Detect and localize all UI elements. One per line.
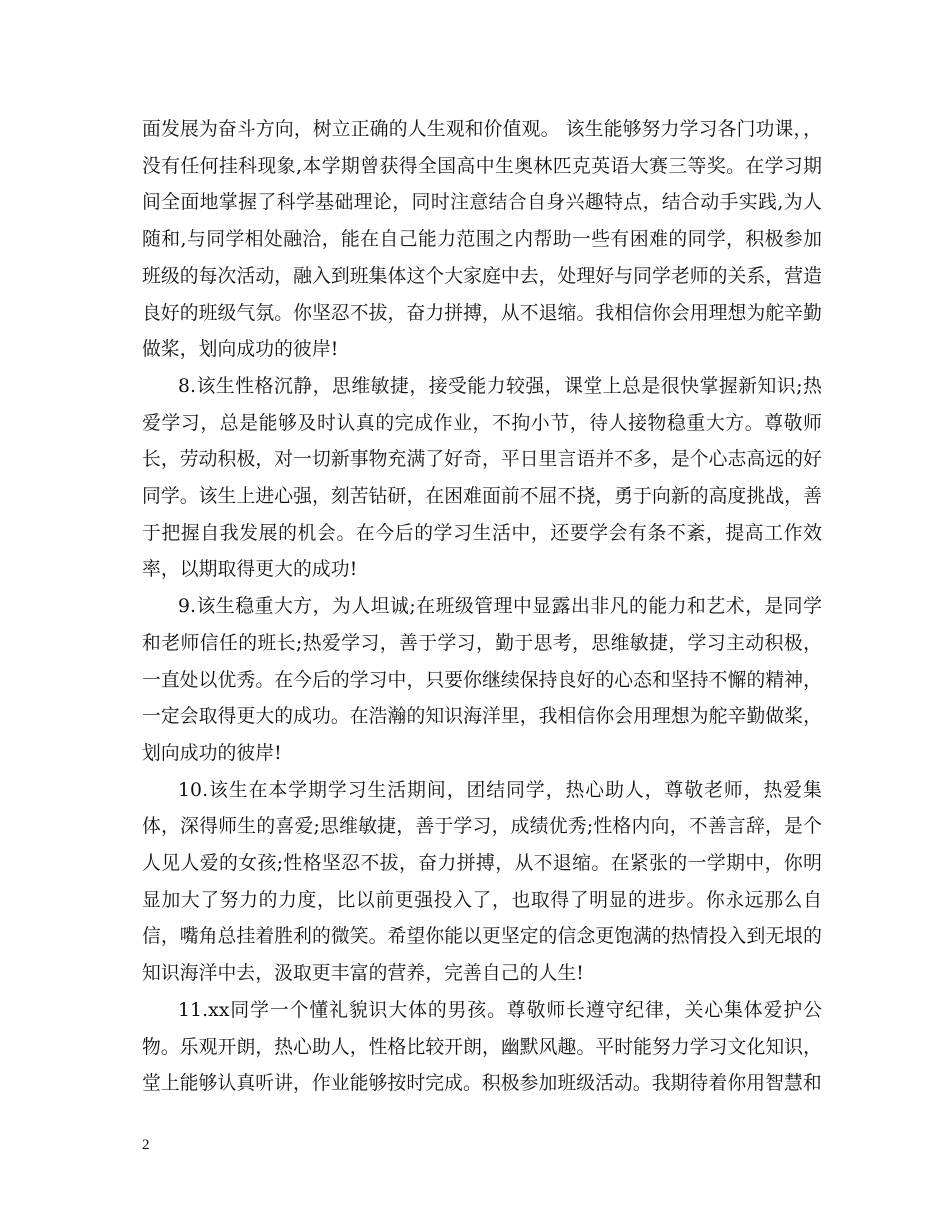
paragraph-item-9: 9.该生稳重大方，为人坦诚;在班级管理中显露出非凡的能力和艺术，是同学和老师信任的班长;热爱学习，善于学习，勤于思考，思维敏捷，学习主动积极，一直处以优秀。在今后的学习中，只要你继续保持良好的心态和坚持不懈的精神，一定会取得更大的成功。在浩瀚的知识海洋里，我相信你会用理想为舵辛勤做桨，划向成功的彼岸! [142, 596, 822, 764]
paragraph-continued: 面发展为奋斗方向，树立正确的人生观和价值观。 该生能够努力学习各门功课，，没有任何挂科现象,本学期曾获得全国高中生奥林匹克英语大赛三等奖。在学习期间全面地掌握了科学基础理论，同时注意结合自身兴趣特点，结合动手实践,为人随和,与同学相处融洽，能在自己能力范围之内帮助一些有困难的同学，积极参加班级的每次活动，融入到班集体这个大家庭中去，处理好与同学老师的关系，营造良好的班级气氛。你坚忍不拔，奋力拼搏，从不退缩。我相信你会用理想为舵辛勤做桨，划向成功的彼岸! [142, 119, 822, 361]
page-number: 2 [142, 1137, 150, 1153]
paragraph-item-11: 11.xx同学一个懂礼貌识大体的男孩。尊敬师长遵守纪律，关心集体爱护公物。乐观开朗，热心助人，性格比较开朗，幽默风趣。平时能努力学习文化知识，堂上能够认真听讲，作业能够按时完成。积极参加班级活动。我期待着你用智慧和 [142, 999, 822, 1095]
document-body [142, 112, 822, 1103]
paragraph-item-8: 8.该生性格沉静，思维敏捷，接受能力较强，课堂上总是很快掌握新知识;热爱学习，总是能够及时认真的完成作业，不拘小节，待人接物稳重大方。尊敬师长，劳动积极，对一切新事物充满了好奇，平日里言语并不多，是个心志高远的好同学。该生上进心强，刻苦钻研，在困难面前不屈不挠，勇于向新的高度挑战，善于把握自我发展的机会。在今后的学习生活中，还要学会有条不紊，提高工作效率，以期取得更大的成功! [142, 375, 822, 581]
paragraph-item-10: 10.该生在本学期学习生活期间，团结同学，热心助人，尊敬老师，热爱集体，深得师生的喜爱;思维敏捷，善于学习，成绩优秀;性格内向，不善言辞，是个人见人爱的女孩;性格坚忍不拔，奋力拼搏，从不退缩。在紧张的一学期中，你明显加大了努力的力度，比以前更强投入了，也取得了明显的进步。你永远那么自信，嘴角总挂着胜利的微笑。希望你能以更坚定的信念更饱满的热情投入到无垠的知识海洋中去，汲取更丰富的营养，完善自己的人生! [142, 779, 822, 985]
